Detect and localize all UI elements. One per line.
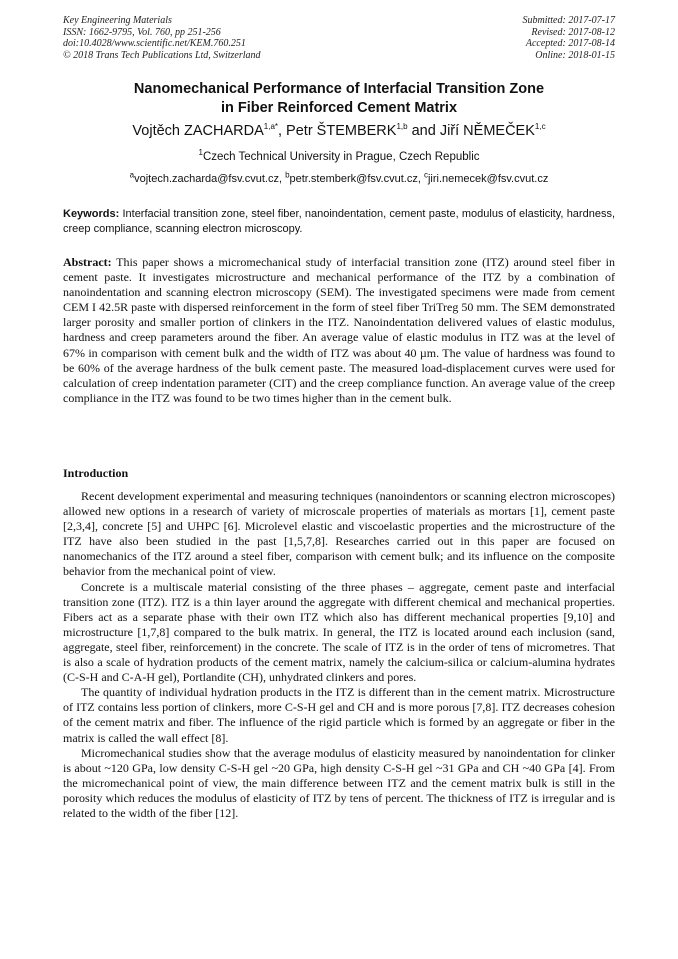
title-line-2: in Fiber Reinforced Cement Matrix — [220, 100, 458, 116]
author-list — [60, 122, 618, 140]
abstract-label: Abstract: — [63, 255, 112, 269]
issn-line: ISSN: 1662-9795, Vol. 760, pp 251-256 — [63, 26, 221, 38]
section-heading-introduction: Introduction — [63, 466, 129, 480]
paragraph: Micromechanical studies show that the average modulus of elasticity measured by nanoindentation for clinker is about ~120 GPa, low density C-S-H gel ~20 GPa, high density C-S-H gel ~31 GPa and CH ~40 GPa [4]. From the micromechanical point of view, the main difference between ITZ and the cement matrix bulk is still in the porosity which reduces the modulus of elasticity of ITZ by tens of percent. The thickness of ITZ is irregular and is related to the width of the fiber [12]. — [63, 745, 615, 820]
keywords-text: Interfacial transition zone, steel fiber, nanoindentation, cement paste, modulus of elasticity, hardness, creep compliance, scanning electron microscopy. — [63, 208, 615, 235]
abstract-text: This paper shows a micromechanical study of interfacial transition zone (ITZ) around steel fiber in cement paste. It investigates microstructure and mechanical performance of the ITZ by a combination of nanoindentation and scanning electron microscopy (SEM). The investigated specimens were made from cement CEM I 42.5R paste with dispersed reinforcement in the form of steel fiber TriTreg 50 mm. The SEM demonstrated larger porosity and smaller portion of clinkers in the ITZ. Nanoindentation delivered values of elastic modulus, hardness and creep parameters around the fiber. An average value of elastic modulus in ITZ was at the level of 67% in comparison with cement bulk and the width of ITZ was about 40 µm. The value of hardness was found to be 60% of the average hardness of the bulk cement paste. The measured load-displacement curves were used for calculation of creep indentation parameter (CIT) and the creep compliance function. An average value of the creep compliance in the ITZ was found to be two times higher than in the cement bulk. — [63, 255, 615, 405]
email-a: vojtech.zacharda@fsv.cvut.cz, — [134, 173, 286, 185]
paragraph: Concrete is a multiscale material consisting of the three phases – aggregate, cement paste and interfacial transition zone (ITZ). ITZ is a thin layer around the aggregate with different chemical and mechanical properties. Fibers act as a separate phase with their own ITZ which also has different mechanical properties [9,10] and microstructure [1,7,8] compared to the bulk matrix. In general, the ITZ is located around each inclusion (sand, aggregate, steel fiber, reinforcement) in the concrete. The scale of ITZ is in the order of tens of micrometres. That is also a scale of hydration products of the cement matrix, namely the calcium-silica or calcium-alumina hydrates (C-S-H and C-A-H gel), Portlandite (CH), unhydrated clinkers and pores. — [63, 579, 615, 685]
author-3: and Jiří NĚMEČEK — [407, 123, 535, 139]
paragraph: The quantity of individual hydration products in the ITZ is different than in the cement matrix. Microstructure of ITZ contains less portion of clinkers, more C-S-H gel and CH and is more porous [7,8]. ITZ decreases cohesion of the cement matrix and fiber. The influence of the rigid particle which is formed by an aggregate or fiber in the matrix is called the wall effect [8]. — [63, 685, 615, 745]
paper-title — [60, 80, 618, 118]
submitted-date: Submitted: 2017-07-17 — [522, 15, 615, 26]
paragraph: Recent development experimental and measuring techniques (nanoindentors or scanning electron microscopes) allowed new options in a research of variety of microscale properties of materials as mortars [1], cement paste [2,3,4], concrete [5] and UHPC [6]. Microlevel elastic and viscoelastic properties and the microstructure of the ITZ have also been studied in the past [1,5,7,8]. Researches carried out in this paper are focused on nanomechanics of the ITZ around a steel fiber, comparison with cement bulk; and its influence on the composite behavior from the mechanical point of view. — [63, 489, 615, 579]
keywords — [63, 207, 615, 236]
accepted-date: Accepted: 2017-08-14 — [525, 38, 615, 49]
submission-dates — [523, 15, 616, 61]
affiliation-sup: 1 — [198, 148, 203, 158]
author-2: , Petr ŠTEMBERK — [278, 123, 397, 139]
email-b: petr.stemberk@fsv.cvut.cz, — [289, 173, 424, 185]
email-b-sup: b — [285, 170, 290, 180]
author-3-sup: 1,c — [534, 122, 546, 132]
affiliation-text: Czech Technical University in Prague, Czech Republic — [202, 151, 480, 163]
journal-name: Key Engineering Materials — [63, 15, 172, 26]
email-a-sup: a — [129, 170, 135, 180]
abstract — [63, 255, 615, 406]
copyright-line: © 2018 Trans Tech Publications Ltd, Switzerland — [63, 49, 261, 61]
author-1: Vojtěch ZACHARDA — [132, 123, 264, 139]
title-line-1: Nanomechanical Performance of Interfacial Transition Zone — [133, 81, 545, 97]
email-c-sup: c — [423, 170, 428, 180]
doi-line: doi:10.4028/www.scientific.net/KEM.760.251 — [63, 38, 246, 49]
introduction-body — [63, 489, 615, 821]
affiliation — [60, 150, 618, 164]
email-c: jiri.nemecek@fsv.cvut.cz — [427, 173, 549, 185]
author-emails — [60, 172, 618, 186]
online-date: Online: 2018-01-15 — [535, 49, 615, 61]
author-1-sup: 1,a* — [263, 122, 278, 132]
revised-date: Revised: 2017-08-12 — [531, 26, 615, 38]
keywords-label: Keywords: — [63, 208, 120, 220]
author-2-sup: 1,b — [396, 122, 408, 132]
journal-info — [63, 15, 261, 61]
